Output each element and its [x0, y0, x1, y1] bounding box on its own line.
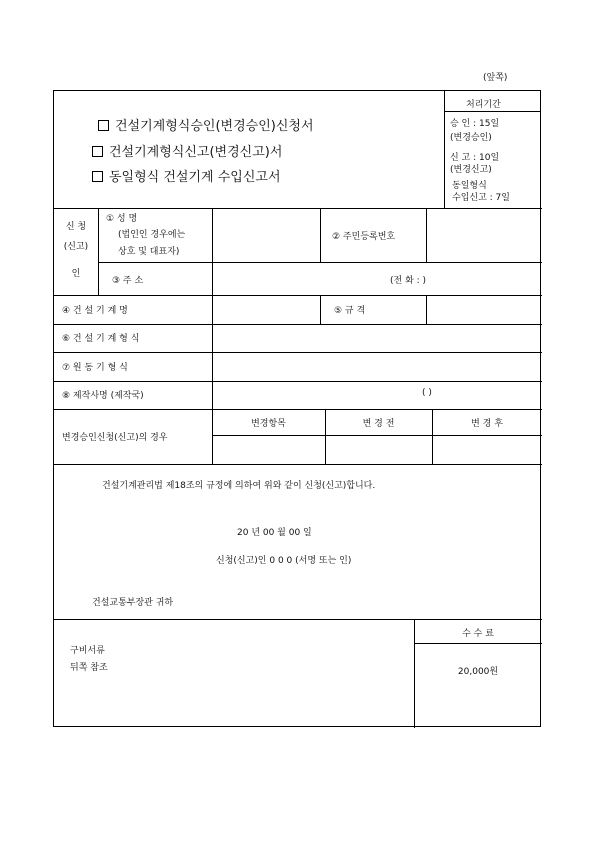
address-label: ③ 주 소	[112, 276, 144, 286]
applicant-signature: 신청(신고)인 0 0 0 (서명 또는 인)	[216, 556, 352, 566]
form-title-3-text: 동일형식 건설기계 수입신고서	[109, 170, 281, 185]
processing-header-line	[444, 111, 541, 112]
form-title-3	[92, 166, 281, 185]
recipient: 건설교통부장관 귀하	[92, 598, 174, 608]
before-change-header: 변 경 전	[362, 419, 395, 429]
processing-report: 신 고 : 10일	[450, 153, 500, 163]
form-title-1	[98, 115, 314, 134]
manufacturer-label: ⑧ 제작사명 (제작국)	[62, 391, 144, 401]
processing-approval: 승 인 : 15일	[450, 119, 500, 129]
fee-label: 수 수 료	[462, 629, 494, 639]
engine-type-label: ⑦ 원 동 기 형 식	[62, 363, 128, 373]
required-docs-label: 구비서류	[70, 646, 105, 656]
statement-text: 건설기계관리법 제18조의 규정에 의하여 위와 같이 신청(신고)합니다.	[102, 481, 376, 491]
processing-same-type: 동일형식	[452, 181, 487, 191]
form-title-2-text: 건설기계형식신고(변경신고)서	[109, 145, 283, 160]
page-side-label: (앞쪽)	[483, 73, 508, 83]
applicant-label-1: 신 청	[65, 222, 87, 232]
name-note-2: 상호 및 대표자)	[118, 247, 180, 257]
statement-date: 20 년 00 월 00 일	[237, 528, 312, 538]
required-docs-ref: 뒤쪽 참조	[70, 663, 108, 673]
checkbox-approval[interactable]	[98, 120, 109, 131]
name-label: ① 성 명	[106, 214, 138, 224]
phone-label: (전 화 : )	[390, 276, 427, 286]
change-item-header: 변경항목	[251, 419, 286, 429]
processing-change-approval: (변경승인)	[450, 133, 492, 143]
machine-name-label: ④ 건 설 기 계 명	[62, 306, 128, 316]
application-form	[53, 90, 541, 727]
checkbox-report[interactable]	[92, 146, 103, 157]
manufacturer-country-field: ( )	[422, 388, 432, 398]
applicant-label-2: (신고)	[63, 242, 89, 252]
change-label: 변경승인신청(신고)의 경우	[62, 433, 168, 443]
header-divider	[444, 91, 445, 208]
fee-value: 20,000원	[457, 667, 499, 677]
name-note-1: (법인인 경우에는	[118, 230, 186, 240]
machine-type-label: ⑥ 건 설 기 계 형 식	[62, 334, 140, 344]
rrn-label: ② 주민등록번호	[332, 232, 396, 242]
applicant-label-3: 인	[71, 269, 81, 279]
processing-period-label: 처리기간	[466, 100, 501, 110]
after-change-header: 변 경 후	[471, 419, 503, 429]
form-title-1-text: 건설기계형식승인(변경승인)신청서	[115, 119, 314, 134]
processing-import: 수입신고 : 7일	[452, 193, 510, 203]
form-title-2	[92, 141, 282, 160]
checkbox-import[interactable]	[92, 171, 103, 182]
processing-change-report: (변경신고)	[450, 165, 492, 175]
spec-label: ⑤ 규 격	[334, 306, 366, 316]
